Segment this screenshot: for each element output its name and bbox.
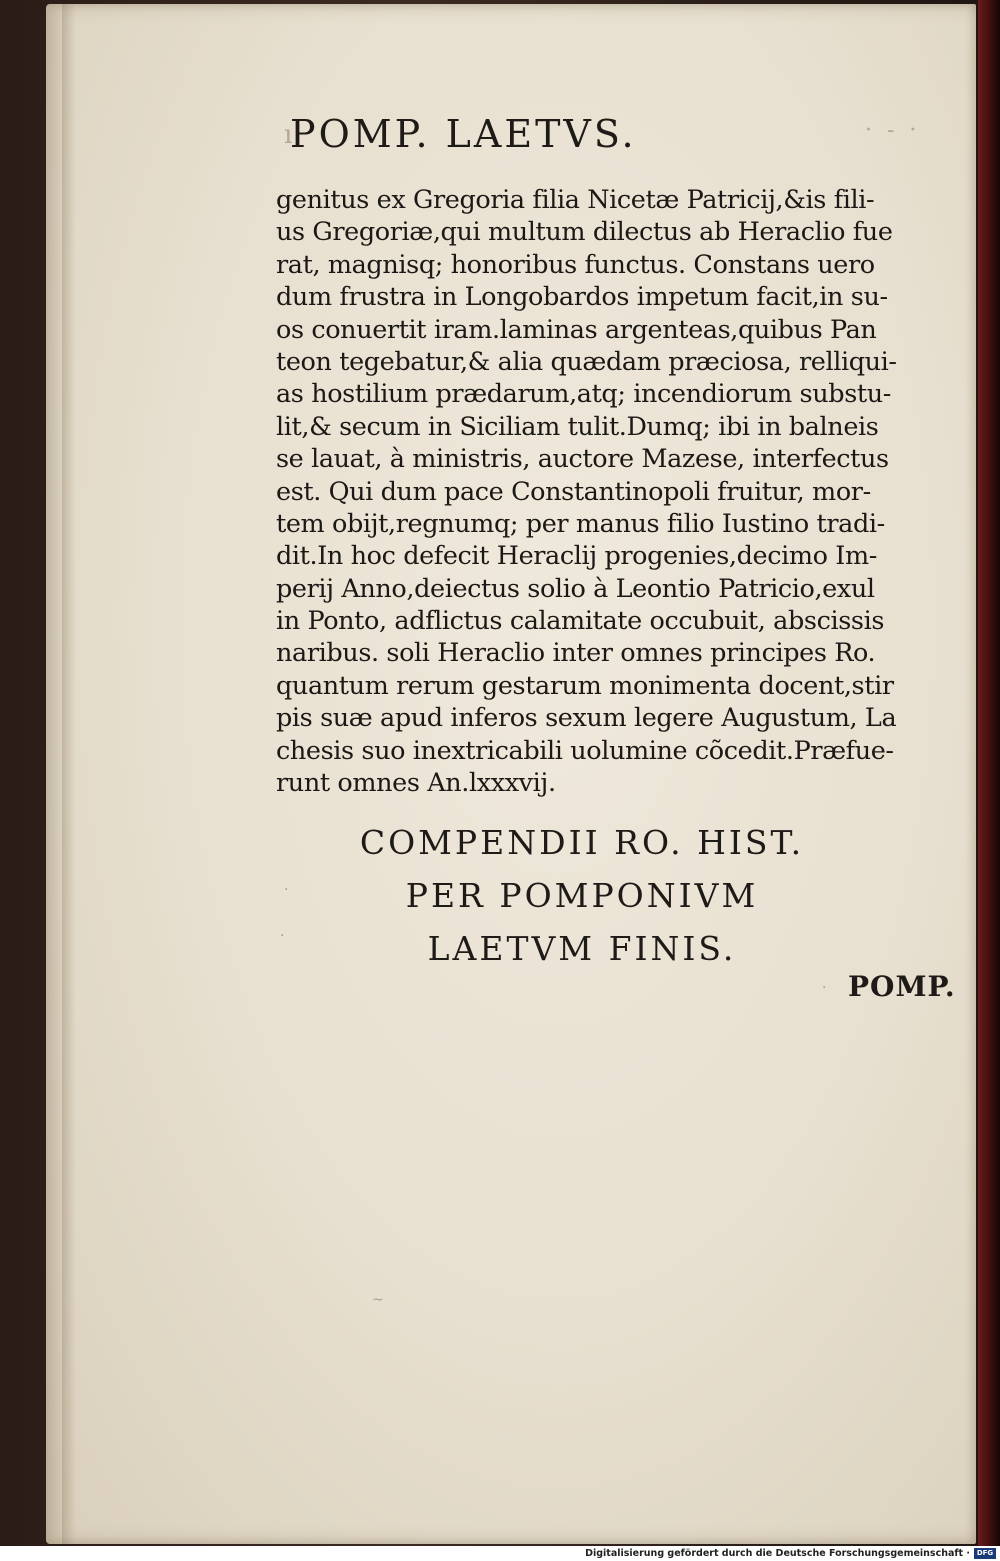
- text-line: us Gregoriæ,qui multum dilectus ab Heraclio fue: [276, 217, 893, 248]
- text-line: est. Qui dum pace Constantinopoli fruitur, mor-: [276, 476, 871, 507]
- paper-speck: ·: [280, 928, 285, 944]
- text-line: dit.In hoc defecit Heraclij progenies,decimo Im-: [276, 541, 877, 572]
- running-head: POMP. LAETVS.: [290, 112, 637, 156]
- ink-smudge-mark: · - ·: [865, 118, 921, 143]
- text-line: as hostilium prædarum,atq; incendiorum substu-: [276, 379, 891, 410]
- body-text: [276, 184, 976, 799]
- colophon-line: PER POMPONIVM: [405, 876, 759, 915]
- text-line: pis suæ apud inferos sexum legere Augustum, La: [276, 703, 897, 734]
- text-line: quantum rerum gestarum monimenta docent,stir: [276, 670, 894, 701]
- text-line: naribus. soli Heraclio inter omnes principes Ro.: [276, 638, 876, 669]
- paper-speck: ~: [372, 1292, 384, 1308]
- text-line: tem obijt,regnumq; per manus filio Iustino tradi-: [276, 508, 885, 539]
- page-gutter-shadow: [62, 4, 76, 1544]
- colophon: [280, 816, 980, 975]
- text-line: in Ponto, adflictus calamitate occubuit, abscissis: [276, 606, 885, 637]
- text-line: chesis suo inextricabili uolumine cõcedit.Præfue-: [276, 735, 894, 766]
- colophon-line: LAETVM FINIS.: [427, 929, 737, 968]
- binding-edge: [978, 0, 1000, 1546]
- text-line: teon tegebatur,& alia quædam præciosa, relliqui-: [276, 346, 897, 377]
- dfg-logo: DFG: [974, 1548, 996, 1559]
- text-line: lit,& secum in Siciliam tulit.Dumq; ibi in balneis: [276, 411, 879, 442]
- text-line: dum frustra in Longobardos impetum facit,in su-: [276, 282, 888, 313]
- ink-smudge-mark: ı: [284, 120, 293, 150]
- funding-credit: Digitalisierung gefördert durch die Deutsche Forschungsgemeinschaft ·: [585, 1548, 970, 1559]
- colophon-line: COMPENDII RO. HIST.: [359, 823, 805, 862]
- text-line: runt omnes An.lxxxvij.: [276, 768, 556, 799]
- text-line: perij Anno,deiectus solio à Leontio Patricio,exul: [276, 573, 875, 604]
- text-line: genitus ex Gregoria filia Nicetæ Patricij,&is fili-: [276, 185, 875, 215]
- text-line: rat, magnisq; honoribus functus. Constans uero: [276, 249, 875, 280]
- text-line: se lauat, à ministris, auctore Mazese, interfectus: [276, 444, 889, 475]
- paper-speck: ·: [284, 882, 289, 898]
- catchword: POMP.: [848, 970, 956, 1003]
- text-line: os conuertit iram.laminas argenteas,quibus Pan: [276, 314, 877, 345]
- paper-speck: ·: [822, 980, 827, 996]
